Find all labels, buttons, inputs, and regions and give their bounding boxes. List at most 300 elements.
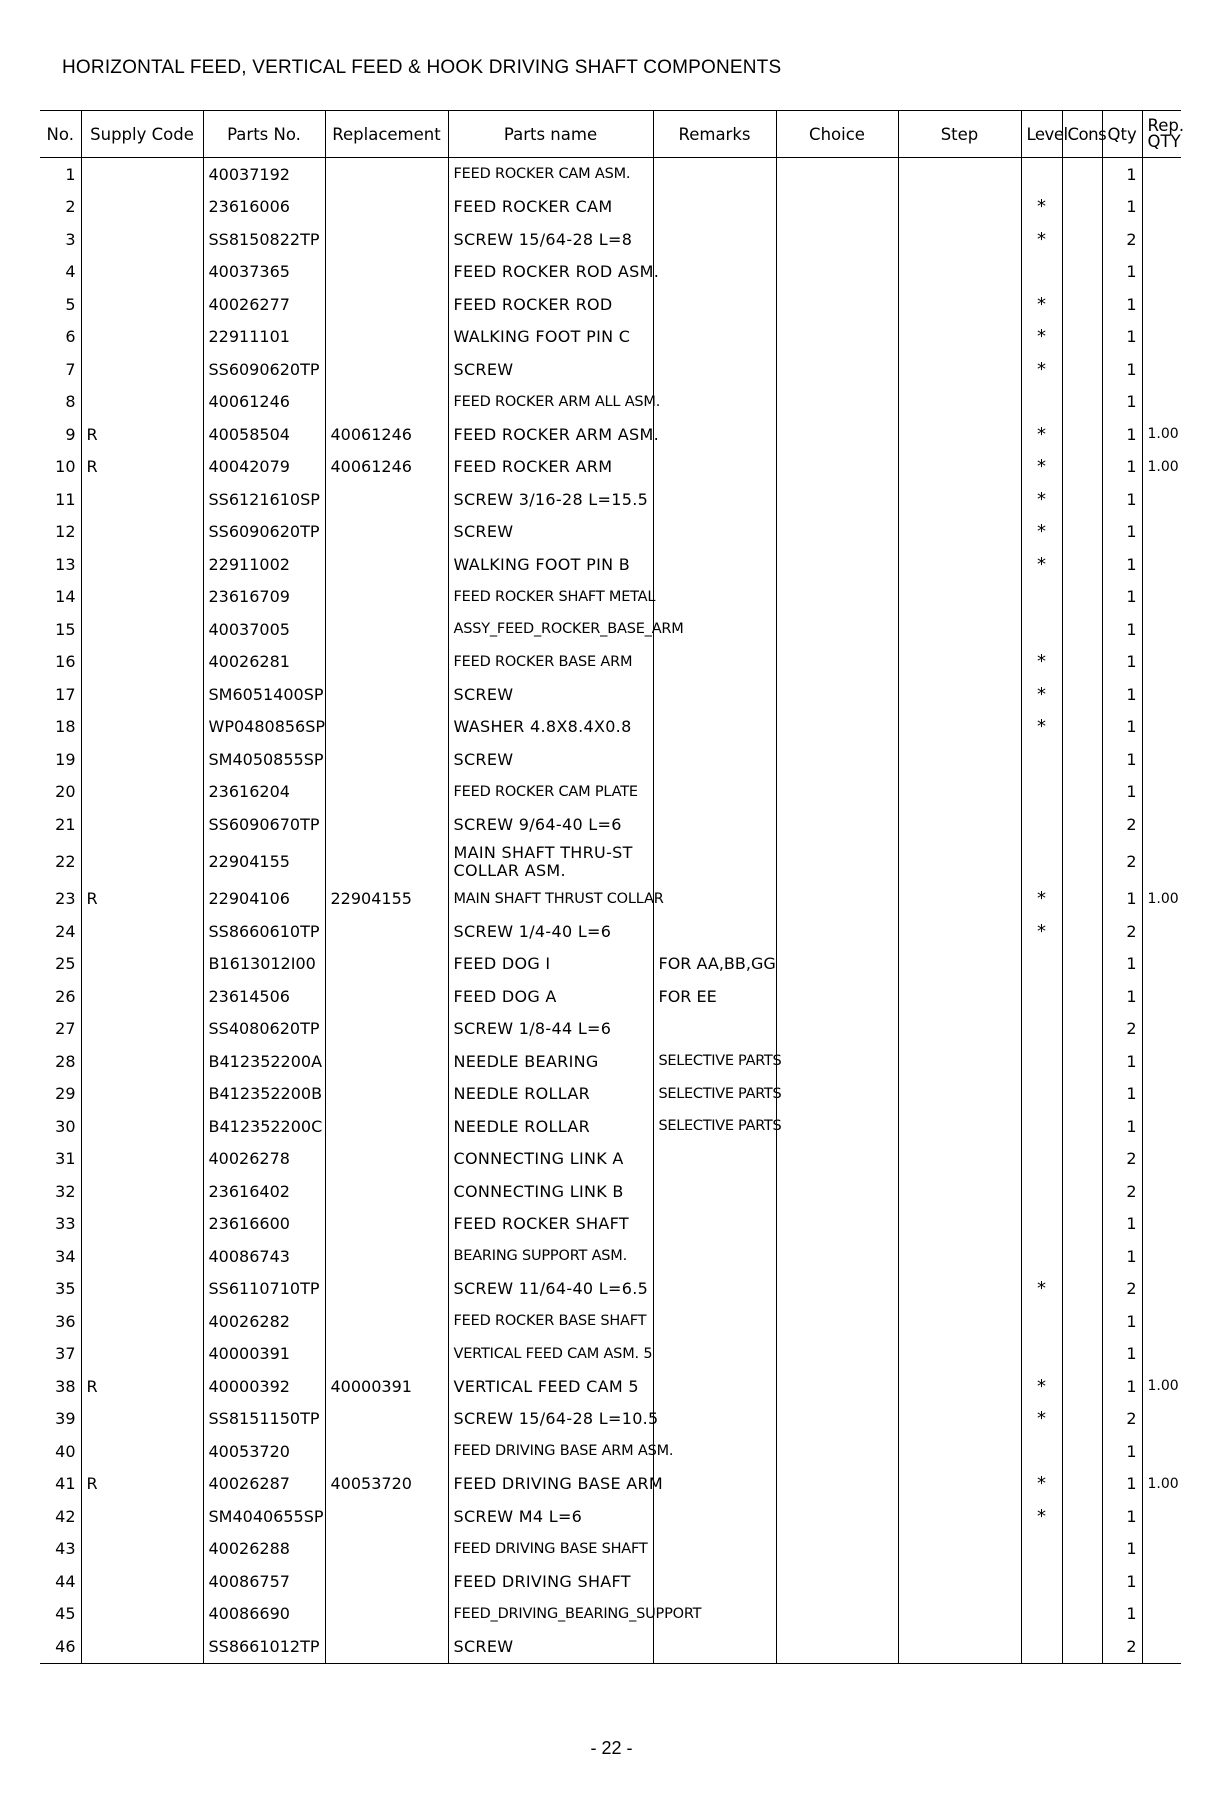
- cell-parts-no: 40042079: [203, 451, 325, 484]
- cell-supply-code: [81, 1565, 203, 1598]
- cell-level: [1021, 948, 1062, 981]
- cell-remarks: [653, 223, 776, 256]
- cell-choice: [776, 353, 898, 386]
- cell-no: 45: [40, 1598, 81, 1631]
- cell-replacement: [325, 915, 448, 948]
- cell-rep-qty: [1142, 743, 1181, 776]
- cell-no: 34: [40, 1240, 81, 1273]
- cell-choice: [776, 1500, 898, 1533]
- cell-level: *: [1021, 1403, 1062, 1436]
- cell-step: [898, 743, 1021, 776]
- cell-supply-code: [81, 613, 203, 646]
- header-replacement: Replacement: [325, 111, 448, 158]
- cell-replacement: 40061246: [325, 451, 448, 484]
- cell-supply-code: [81, 191, 203, 224]
- cell-parts-no: 40026281: [203, 646, 325, 679]
- cell-rep-qty: [1142, 1533, 1181, 1566]
- cell-level: [1021, 581, 1062, 614]
- cell-parts-no: 40037365: [203, 256, 325, 289]
- cell-parts-name: FEED ROCKER ARM ALL ASM.: [448, 386, 653, 419]
- cell-level: [1021, 1078, 1062, 1111]
- cell-replacement: [325, 1403, 448, 1436]
- cell-qty: 2: [1102, 223, 1142, 256]
- cell-parts-name: NEEDLE ROLLAR: [448, 1110, 653, 1143]
- parts-table-body: [40, 158, 1181, 1664]
- cell-supply-code: [81, 1175, 203, 1208]
- cell-parts-no: SS6090620TP: [203, 516, 325, 549]
- cell-supply-code: [81, 1240, 203, 1273]
- cell-parts-no: SS8150822TP: [203, 223, 325, 256]
- cell-remarks: [653, 1500, 776, 1533]
- cell-rep-qty: [1142, 386, 1181, 419]
- cell-cons: [1062, 1598, 1102, 1631]
- cell-qty: 1: [1102, 743, 1142, 776]
- cell-supply-code: R: [81, 1468, 203, 1501]
- cell-cons: [1062, 1273, 1102, 1306]
- cell-supply-code: [81, 808, 203, 841]
- cell-no: 35: [40, 1273, 81, 1306]
- cell-parts-name: SCREW M4 L=6: [448, 1500, 653, 1533]
- table-row: [40, 1468, 1181, 1501]
- cell-step: [898, 1435, 1021, 1468]
- cell-cons: [1062, 1013, 1102, 1046]
- cell-parts-no: B412352200A: [203, 1045, 325, 1078]
- cell-replacement: [325, 711, 448, 744]
- cell-step: [898, 1500, 1021, 1533]
- cell-parts-no: WP0480856SP: [203, 711, 325, 744]
- cell-no: 4: [40, 256, 81, 289]
- cell-cons: [1062, 386, 1102, 419]
- cell-choice: [776, 1468, 898, 1501]
- cell-supply-code: [81, 678, 203, 711]
- header-parts-no: Parts No.: [203, 111, 325, 158]
- cell-choice: [776, 1370, 898, 1403]
- cell-level: *: [1021, 483, 1062, 516]
- cell-choice: [776, 1598, 898, 1631]
- cell-remarks: SELECTIVE PARTS: [653, 1110, 776, 1143]
- cell-cons: [1062, 191, 1102, 224]
- cell-level: [1021, 256, 1062, 289]
- cell-rep-qty: [1142, 1175, 1181, 1208]
- table-row: [40, 581, 1181, 614]
- cell-qty: 1: [1102, 353, 1142, 386]
- cell-supply-code: [81, 980, 203, 1013]
- table-row: [40, 711, 1181, 744]
- cell-no: 39: [40, 1403, 81, 1436]
- cell-parts-no: SS4080620TP: [203, 1013, 325, 1046]
- cell-replacement: [325, 548, 448, 581]
- cell-choice: [776, 646, 898, 679]
- cell-replacement: [325, 1598, 448, 1631]
- cell-choice: [776, 418, 898, 451]
- cell-no: 8: [40, 386, 81, 419]
- cell-no: 30: [40, 1110, 81, 1143]
- table-row: [40, 158, 1181, 191]
- cell-choice: [776, 613, 898, 646]
- cell-qty: 1: [1102, 1598, 1142, 1631]
- cell-no: 28: [40, 1045, 81, 1078]
- cell-qty: 1: [1102, 711, 1142, 744]
- cell-replacement: [325, 1110, 448, 1143]
- cell-parts-name: SCREW: [448, 743, 653, 776]
- cell-step: [898, 1013, 1021, 1046]
- cell-replacement: [325, 191, 448, 224]
- cell-parts-name: FEED ROCKER ROD ASM.: [448, 256, 653, 289]
- cell-step: [898, 1110, 1021, 1143]
- cell-remarks: FOR AA,BB,GG: [653, 948, 776, 981]
- table-row: [40, 678, 1181, 711]
- cell-parts-name: FEED ROCKER ARM ASM.: [448, 418, 653, 451]
- cell-step: [898, 1305, 1021, 1338]
- cell-supply-code: [81, 1403, 203, 1436]
- table-row: [40, 288, 1181, 321]
- cell-parts-name: SCREW 9/64-40 L=6: [448, 808, 653, 841]
- cell-qty: 1: [1102, 418, 1142, 451]
- cell-remarks: [653, 321, 776, 354]
- cell-parts-no: 40026287: [203, 1468, 325, 1501]
- cell-choice: [776, 1013, 898, 1046]
- cell-step: [898, 451, 1021, 484]
- cell-choice: [776, 288, 898, 321]
- header-supply-code: Supply Code: [81, 111, 203, 158]
- cell-step: [898, 1598, 1021, 1631]
- cell-step: [898, 711, 1021, 744]
- cell-parts-name: MAIN SHAFT THRU-ST COLLAR ASM.: [448, 841, 653, 883]
- cell-parts-name: CONNECTING LINK A: [448, 1143, 653, 1176]
- cell-cons: [1062, 883, 1102, 916]
- cell-step: [898, 256, 1021, 289]
- cell-replacement: [325, 288, 448, 321]
- cell-step: [898, 1338, 1021, 1371]
- cell-qty: 1: [1102, 1240, 1142, 1273]
- cell-parts-name: SCREW 3/16-28 L=15.5: [448, 483, 653, 516]
- cell-step: [898, 581, 1021, 614]
- cell-level: *: [1021, 516, 1062, 549]
- cell-remarks: SELECTIVE PARTS: [653, 1078, 776, 1111]
- cell-cons: [1062, 678, 1102, 711]
- cell-remarks: SELECTIVE PARTS: [653, 1045, 776, 1078]
- cell-parts-no: 23616006: [203, 191, 325, 224]
- cell-remarks: [653, 1143, 776, 1176]
- cell-parts-name: SCREW: [448, 516, 653, 549]
- header-rep-qty: [1142, 111, 1185, 158]
- cell-no: 2: [40, 191, 81, 224]
- cell-remarks: [653, 808, 776, 841]
- cell-supply-code: [81, 948, 203, 981]
- cell-cons: [1062, 1435, 1102, 1468]
- cell-rep-qty: [1142, 1500, 1181, 1533]
- cell-no: 38: [40, 1370, 81, 1403]
- cell-parts-name: FEED DRIVING BASE ARM: [448, 1468, 653, 1501]
- cell-choice: [776, 1240, 898, 1273]
- cell-choice: [776, 516, 898, 549]
- cell-qty: 1: [1102, 1468, 1142, 1501]
- cell-remarks: [653, 581, 776, 614]
- cell-replacement: [325, 1208, 448, 1241]
- cell-level: *: [1021, 1273, 1062, 1306]
- cell-level: [1021, 980, 1062, 1013]
- cell-qty: 1: [1102, 1208, 1142, 1241]
- cell-parts-no: 23614506: [203, 980, 325, 1013]
- cell-qty: 1: [1102, 1078, 1142, 1111]
- cell-step: [898, 483, 1021, 516]
- cell-parts-no: 40026278: [203, 1143, 325, 1176]
- cell-step: [898, 548, 1021, 581]
- cell-replacement: [325, 223, 448, 256]
- cell-parts-no: 40086743: [203, 1240, 325, 1273]
- cell-level: [1021, 1565, 1062, 1598]
- cell-no: 40: [40, 1435, 81, 1468]
- cell-supply-code: R: [81, 883, 203, 916]
- cell-level: [1021, 1630, 1062, 1663]
- cell-choice: [776, 1208, 898, 1241]
- cell-parts-no: 40037005: [203, 613, 325, 646]
- cell-rep-qty: [1142, 1435, 1181, 1468]
- cell-parts-name: VERTICAL FEED CAM 5: [448, 1370, 653, 1403]
- table-row: [40, 483, 1181, 516]
- cell-parts-name: FEED DOG A: [448, 980, 653, 1013]
- cell-level: [1021, 1208, 1062, 1241]
- cell-parts-no: 40026277: [203, 288, 325, 321]
- cell-choice: [776, 321, 898, 354]
- cell-parts-no: SM4050855SP: [203, 743, 325, 776]
- cell-level: *: [1021, 321, 1062, 354]
- cell-cons: [1062, 353, 1102, 386]
- cell-qty: 1: [1102, 1565, 1142, 1598]
- cell-qty: 1: [1102, 1338, 1142, 1371]
- table-row: [40, 808, 1181, 841]
- cell-step: [898, 678, 1021, 711]
- cell-qty: 1: [1102, 883, 1142, 916]
- cell-cons: [1062, 321, 1102, 354]
- cell-level: *: [1021, 418, 1062, 451]
- cell-rep-qty: [1142, 1338, 1181, 1371]
- cell-parts-no: SM4040655SP: [203, 1500, 325, 1533]
- cell-rep-qty: [1142, 1078, 1181, 1111]
- table-row: [40, 1240, 1181, 1273]
- cell-rep-qty: [1142, 483, 1181, 516]
- cell-parts-name: FEED ROCKER ROD: [448, 288, 653, 321]
- cell-rep-qty: [1142, 223, 1181, 256]
- cell-remarks: [653, 915, 776, 948]
- cell-replacement: [325, 483, 448, 516]
- cell-qty: 1: [1102, 980, 1142, 1013]
- cell-step: [898, 1403, 1021, 1436]
- cell-qty: 1: [1102, 321, 1142, 354]
- cell-cons: [1062, 646, 1102, 679]
- cell-remarks: [653, 451, 776, 484]
- cell-parts-no: SM6051400SP: [203, 678, 325, 711]
- cell-qty: 2: [1102, 841, 1142, 883]
- table-row: [40, 1110, 1181, 1143]
- cell-cons: [1062, 1045, 1102, 1078]
- cell-parts-no: SS6090620TP: [203, 353, 325, 386]
- table-row: [40, 1078, 1181, 1111]
- cell-parts-name: VERTICAL FEED CAM ASM. 5: [448, 1338, 653, 1371]
- cell-level: [1021, 386, 1062, 419]
- cell-cons: [1062, 1500, 1102, 1533]
- header-parts-name: Parts name: [448, 111, 653, 158]
- cell-cons: [1062, 516, 1102, 549]
- cell-no: 41: [40, 1468, 81, 1501]
- cell-qty: 1: [1102, 1305, 1142, 1338]
- cell-no: 20: [40, 776, 81, 809]
- cell-level: *: [1021, 288, 1062, 321]
- cell-no: 24: [40, 915, 81, 948]
- cell-remarks: [653, 353, 776, 386]
- table-row: [40, 321, 1181, 354]
- cell-rep-qty: [1142, 613, 1181, 646]
- cell-level: [1021, 1013, 1062, 1046]
- cell-remarks: [653, 158, 776, 191]
- cell-parts-name: FEED DOG I: [448, 948, 653, 981]
- cell-step: [898, 191, 1021, 224]
- cell-choice: [776, 678, 898, 711]
- cell-step: [898, 1078, 1021, 1111]
- cell-remarks: [653, 386, 776, 419]
- table-row: [40, 613, 1181, 646]
- cell-rep-qty: [1142, 191, 1181, 224]
- cell-replacement: [325, 256, 448, 289]
- cell-remarks: FOR EE: [653, 980, 776, 1013]
- cell-rep-qty: [1142, 646, 1181, 679]
- cell-supply-code: R: [81, 418, 203, 451]
- cell-parts-no: SS6121610SP: [203, 483, 325, 516]
- cell-cons: [1062, 1305, 1102, 1338]
- cell-parts-no: 40058504: [203, 418, 325, 451]
- cell-parts-name: WASHER 4.8X8.4X0.8: [448, 711, 653, 744]
- cell-cons: [1062, 1110, 1102, 1143]
- cell-replacement: [325, 1500, 448, 1533]
- cell-parts-no: 40000392: [203, 1370, 325, 1403]
- cell-level: *: [1021, 678, 1062, 711]
- cell-remarks: [653, 1273, 776, 1306]
- cell-parts-no: 40061246: [203, 386, 325, 419]
- cell-parts-no: 40053720: [203, 1435, 325, 1468]
- cell-supply-code: [81, 223, 203, 256]
- cell-remarks: [653, 841, 776, 883]
- cell-parts-no: SS8660610TP: [203, 915, 325, 948]
- cell-replacement: 22904155: [325, 883, 448, 916]
- cell-step: [898, 1533, 1021, 1566]
- cell-parts-name: FEED DRIVING SHAFT: [448, 1565, 653, 1598]
- cell-parts-name: WALKING FOOT PIN C: [448, 321, 653, 354]
- cell-cons: [1062, 1403, 1102, 1436]
- cell-supply-code: [81, 841, 203, 883]
- cell-rep-qty: [1142, 353, 1181, 386]
- cell-cons: [1062, 1175, 1102, 1208]
- cell-no: 12: [40, 516, 81, 549]
- cell-rep-qty: [1142, 288, 1181, 321]
- cell-choice: [776, 711, 898, 744]
- cell-step: [898, 353, 1021, 386]
- cell-rep-qty: 1.00: [1142, 1468, 1181, 1501]
- cell-parts-name: MAIN SHAFT THRUST COLLAR: [448, 883, 653, 916]
- cell-no: 27: [40, 1013, 81, 1046]
- cell-no: 44: [40, 1565, 81, 1598]
- cell-remarks: [653, 1013, 776, 1046]
- cell-replacement: [325, 1565, 448, 1598]
- cell-parts-name: SCREW 15/64-28 L=8: [448, 223, 653, 256]
- cell-qty: 1: [1102, 256, 1142, 289]
- cell-level: *: [1021, 915, 1062, 948]
- cell-supply-code: [81, 516, 203, 549]
- table-row: [40, 883, 1181, 916]
- cell-parts-name: ASSY_FEED_ROCKER_BASE_ARM: [448, 613, 653, 646]
- cell-supply-code: [81, 915, 203, 948]
- cell-rep-qty: [1142, 915, 1181, 948]
- cell-no: 18: [40, 711, 81, 744]
- cell-cons: [1062, 1533, 1102, 1566]
- cell-no: 25: [40, 948, 81, 981]
- cell-no: 6: [40, 321, 81, 354]
- cell-parts-no: 40026282: [203, 1305, 325, 1338]
- cell-remarks: [653, 1208, 776, 1241]
- cell-qty: 2: [1102, 1630, 1142, 1663]
- cell-replacement: [325, 353, 448, 386]
- cell-supply-code: [81, 1500, 203, 1533]
- table-row: [40, 1208, 1181, 1241]
- table-row: [40, 1175, 1181, 1208]
- cell-step: [898, 418, 1021, 451]
- cell-rep-qty: [1142, 841, 1181, 883]
- cell-cons: [1062, 711, 1102, 744]
- cell-supply-code: [81, 288, 203, 321]
- cell-parts-name: FEED DRIVING BASE SHAFT: [448, 1533, 653, 1566]
- table-row: [40, 915, 1181, 948]
- cell-parts-no: SS6110710TP: [203, 1273, 325, 1306]
- cell-cons: [1062, 743, 1102, 776]
- table-row: [40, 191, 1181, 224]
- cell-parts-name: FEED_DRIVING_BEARING_SUPPORT: [448, 1598, 653, 1631]
- cell-choice: [776, 883, 898, 916]
- cell-no: 19: [40, 743, 81, 776]
- cell-choice: [776, 1533, 898, 1566]
- cell-step: [898, 1045, 1021, 1078]
- header-step: Step: [898, 111, 1021, 158]
- cell-cons: [1062, 483, 1102, 516]
- table-row: [40, 548, 1181, 581]
- cell-qty: 1: [1102, 451, 1142, 484]
- cell-qty: 1: [1102, 646, 1142, 679]
- cell-parts-no: 40086690: [203, 1598, 325, 1631]
- cell-rep-qty: [1142, 1240, 1181, 1273]
- cell-cons: [1062, 1208, 1102, 1241]
- cell-no: 42: [40, 1500, 81, 1533]
- cell-parts-name: NEEDLE ROLLAR: [448, 1078, 653, 1111]
- cell-qty: 1: [1102, 948, 1142, 981]
- cell-parts-no: 40086757: [203, 1565, 325, 1598]
- table-row: [40, 1045, 1181, 1078]
- cell-qty: 1: [1102, 483, 1142, 516]
- header-cons: Cons: [1062, 111, 1102, 158]
- cell-replacement: [325, 1013, 448, 1046]
- cell-replacement: [325, 1175, 448, 1208]
- cell-step: [898, 1468, 1021, 1501]
- cell-remarks: [653, 418, 776, 451]
- cell-cons: [1062, 1468, 1102, 1501]
- cell-rep-qty: [1142, 581, 1181, 614]
- cell-no: 7: [40, 353, 81, 386]
- cell-cons: [1062, 451, 1102, 484]
- cell-level: *: [1021, 883, 1062, 916]
- cell-choice: [776, 1078, 898, 1111]
- cell-step: [898, 1273, 1021, 1306]
- header-rep-qty-line2: QTY: [1147, 132, 1181, 151]
- cell-remarks: [653, 743, 776, 776]
- cell-no: 1: [40, 158, 81, 191]
- cell-cons: [1062, 776, 1102, 809]
